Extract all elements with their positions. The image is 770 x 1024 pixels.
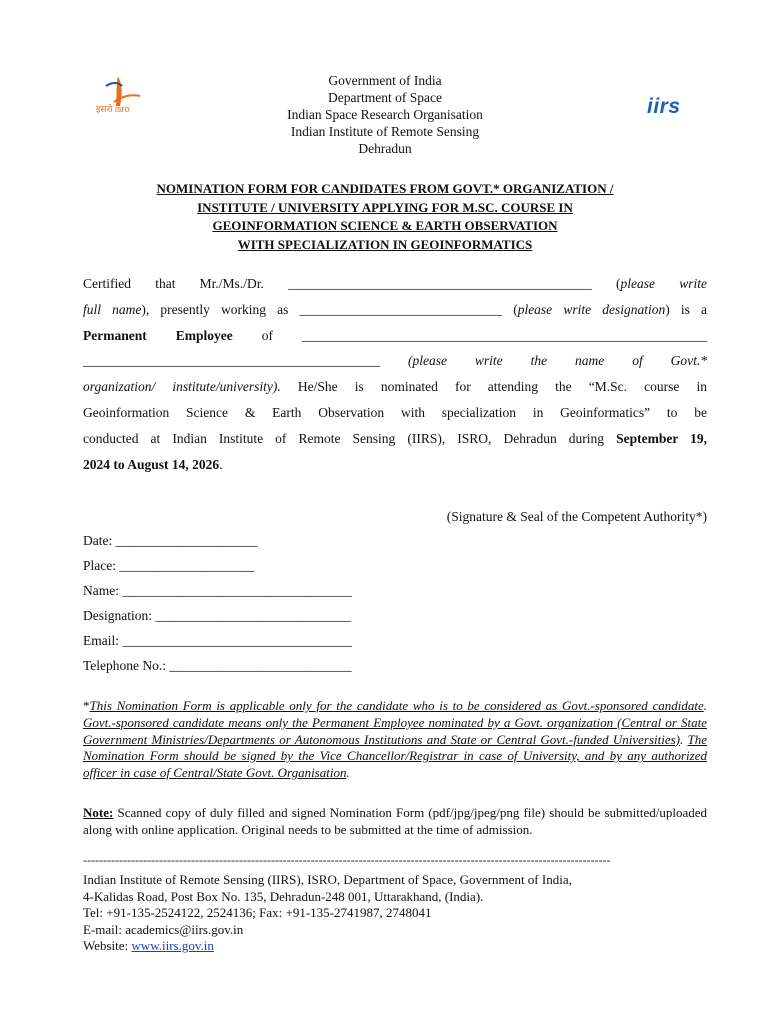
text: (: [513, 301, 518, 317]
text: .: [219, 456, 223, 472]
website-label: Website:: [83, 938, 132, 953]
header-line: Indian Space Research Organisation: [287, 107, 483, 122]
body-line-6: Geoinformation Science & Earth Observation with specialization in Geoinformatics” to be: [83, 404, 707, 420]
text: ) is a: [665, 301, 707, 317]
hint-text: please write designation: [517, 301, 666, 317]
bold-text: Permanent Employee: [83, 327, 233, 343]
text: ), presently working as: [141, 301, 289, 317]
organization-blank[interactable]: ____________________________________________________________: [302, 327, 708, 343]
body-line-1: [83, 271, 707, 297]
text: (: [616, 276, 621, 291]
body-line-8: [83, 452, 707, 478]
hint-text: organization/ institute/university).: [83, 379, 281, 395]
email-field: [83, 628, 352, 653]
title-line: NOMINATION FORM FOR CANDIDATES FROM GOVT.* ORGANIZATION /: [156, 181, 614, 196]
footnote-sentence: Govt.-sponsored candidate means only the Permanent Employee nominated by a Govt. organization (Central or State Government Ministries/Departments or Autonomous Institutions and State or Central Govt.-funded Universities): [83, 714, 707, 747]
iirs-logo-text: iirs: [647, 95, 681, 118]
contact-line: E-mail: academics@iirs.gov.in: [83, 921, 244, 937]
telephone-field: [83, 653, 352, 678]
footnote-sentence: The Nomination Form should be signed by the Vice Chancellor/Registrar in case of University, and by any authorized officer in case of Central/State Govt. Organisation: [83, 731, 707, 781]
note-text: Scanned copy of duly filled and signed Nomination Form (pdf/jpg/jpeg/png file) should be submitted/uploaded along with online application. Original needs to be submitted at the time of admission.: [83, 805, 707, 837]
designation-field-blank[interactable]: _____________________________: [155, 608, 352, 623]
body-line-5: [83, 374, 707, 400]
title-line: INSTITUTE / UNIVERSITY APPLYING FOR M.SC. COURSE IN: [197, 199, 573, 215]
isro-logo: [96, 72, 152, 124]
header-line: Dehradun: [358, 141, 412, 156]
text: conducted at Indian Institute of Remote Sensing (IIRS), ISRO, Dehradun during: [83, 430, 605, 446]
text: .: [703, 698, 707, 713]
signature-label: (Signature & Seal of the Competent Authority*): [446, 509, 707, 524]
hint-text: please write: [620, 276, 708, 291]
place-blank[interactable]: ____________________: [119, 558, 255, 573]
full-name-blank[interactable]: _____________________________________________: [288, 276, 592, 291]
header-block: [150, 72, 620, 157]
field-label: Place:: [83, 558, 116, 573]
text: He/She is nominated for attending the “M.Sc. course in: [297, 379, 707, 395]
contact-line: Indian Institute of Remote Sensing (IIRS), ISRO, Department of Space, Government of India,: [83, 872, 572, 887]
form-title: [90, 180, 680, 254]
text: .: [680, 731, 688, 747]
telephone-blank[interactable]: ___________________________: [169, 658, 352, 673]
contact-line: 4-Kalidas Road, Post Box No. 135, Dehradun-248 001, Uttarakhand, (India).: [83, 888, 484, 904]
date-field: [83, 528, 352, 553]
designation-field: [83, 603, 352, 628]
text: .: [346, 765, 350, 781]
text: of: [261, 327, 273, 343]
isro-logo-text: इसरो isro: [96, 104, 130, 114]
bold-text: September 19,: [616, 430, 708, 446]
field-label: Date:: [83, 533, 113, 548]
field-label: Name:: [83, 583, 119, 598]
field-label: Designation:: [83, 608, 152, 623]
name-blank[interactable]: __________________________________: [122, 583, 352, 598]
website-link[interactable]: www.iirs.gov.in: [131, 938, 214, 953]
body-line-4: [83, 348, 707, 374]
hint-text: (please write the name of Govt.*: [407, 353, 708, 369]
header-line: Department of Space: [328, 90, 442, 105]
place-field: [83, 553, 352, 578]
bold-text: 2024 to August 14, 2026: [83, 456, 220, 472]
note: [83, 805, 707, 838]
body-line-7: [83, 426, 707, 452]
separator: ------------------------------------------------------------------------------------------------------------------------------------: [83, 853, 611, 867]
iirs-logo: [647, 95, 681, 119]
organization-blank-2[interactable]: ____________________________________________: [83, 353, 380, 369]
title-line: GEOINFORMATION SCIENCE & EARTH OBSERVATION: [212, 218, 558, 233]
title-line: WITH SPECIALIZATION IN GEOINFORMATICS: [237, 236, 533, 252]
body-line-3: [83, 323, 707, 349]
email-blank[interactable]: __________________________________: [122, 633, 352, 648]
fields-block: [83, 528, 352, 678]
hint-text: full name: [83, 301, 142, 317]
header-line: Indian Institute of Remote Sensing: [290, 124, 480, 139]
text: *: [83, 698, 90, 713]
note-label: Note:: [83, 805, 114, 820]
body-line-2: [83, 297, 707, 323]
field-label: Telephone No.:: [83, 658, 167, 673]
website-line: [83, 938, 572, 955]
field-label: Email:: [83, 633, 119, 648]
header-line: Government of India: [328, 73, 442, 88]
text: Certified that Mr./Ms./Dr.: [83, 276, 264, 291]
certification-paragraph: [83, 271, 707, 477]
name-field: [83, 578, 352, 603]
contact-line: Tel: +91-135-2524122, 2524136; Fax: +91-135-2741987, 2748041: [83, 905, 432, 920]
footnote-sentence: This Nomination Form is applicable only for the candidate who is to be considered as Govt.-sponsored candidate: [89, 698, 704, 713]
footnote: [83, 698, 707, 782]
designation-blank[interactable]: ______________________________: [299, 301, 503, 317]
contact-block: [83, 872, 572, 955]
date-blank[interactable]: _____________________: [115, 533, 258, 548]
